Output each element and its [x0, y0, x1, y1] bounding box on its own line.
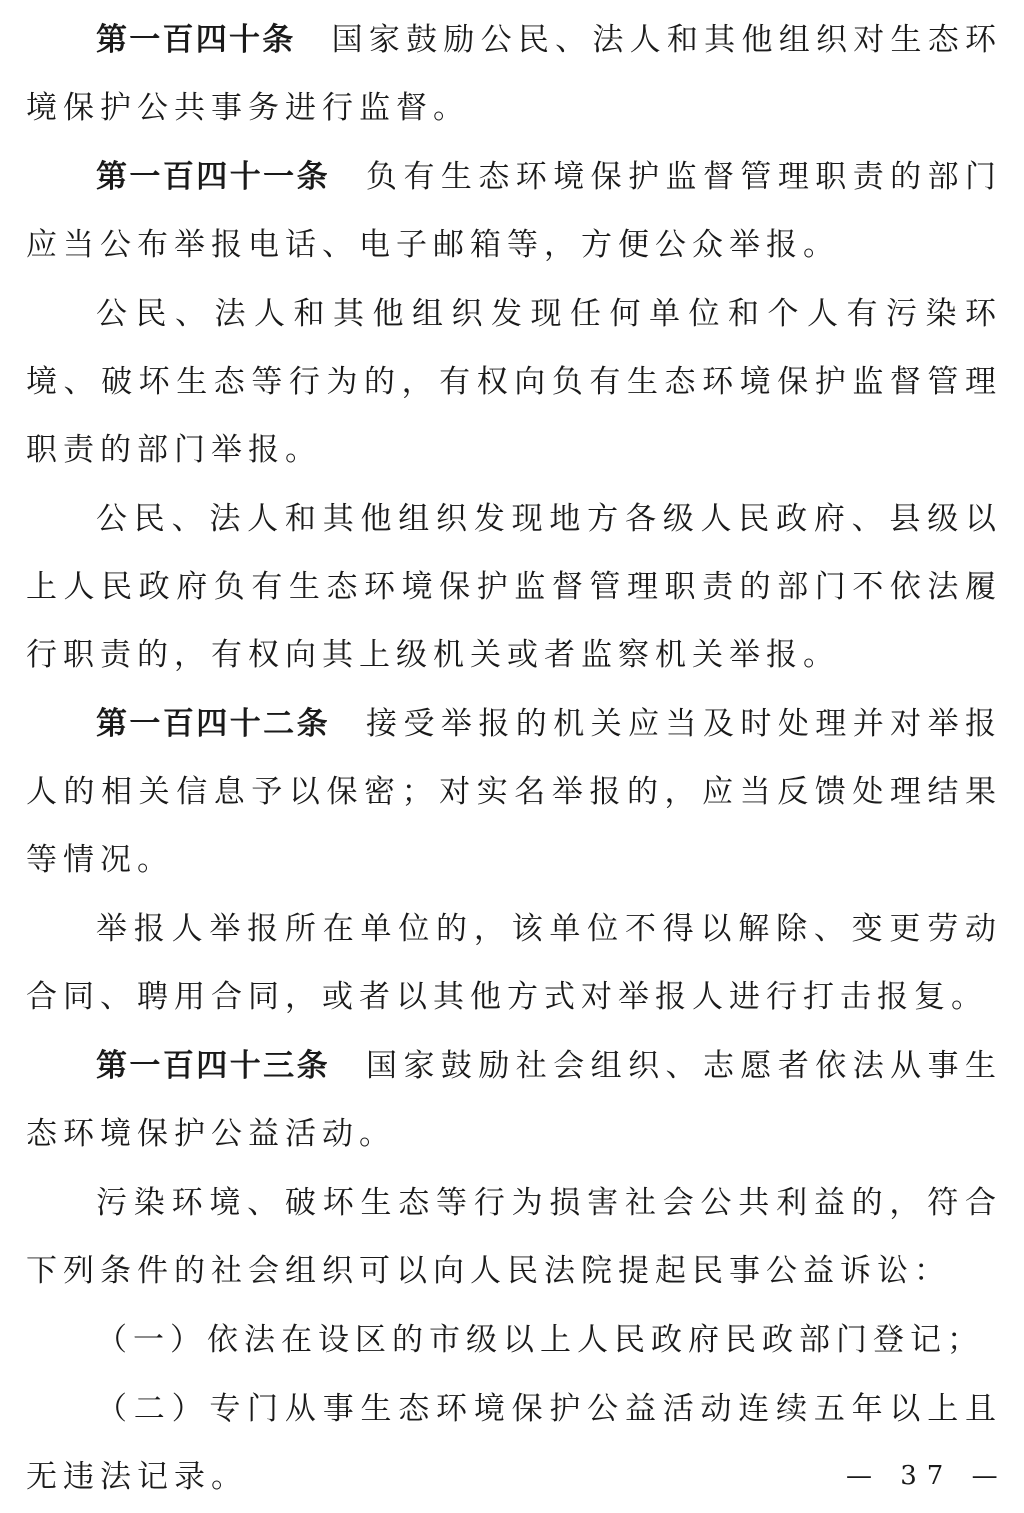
- document-page: [26, 0, 1002, 1511]
- article-number: 第一百四十条: [96, 22, 296, 58]
- article-140-paragraph: [26, 6, 1002, 142]
- paragraph-text: （一）依法在设区的市级以上人民政府民政部门登记；: [96, 1322, 984, 1358]
- body-paragraph: [26, 280, 1002, 484]
- page-footer: [0, 1456, 1024, 1496]
- paragraph-text: （二）专门从事生态环境保护公益活动连续五年以上且无违法记录。: [26, 1391, 1002, 1495]
- paragraph-text: 国家鼓励公民、法人和其他组织对生态环境保护公共事务进行监督。: [26, 22, 1003, 126]
- article-number: 第一百四十三条: [96, 1048, 331, 1084]
- paragraph-text: 公民、法人和其他组织发现任何单位和个人有污染环境、破坏生态等行为的，有权向负有生态环境保护监督管理职责的部门举报。: [26, 296, 1002, 468]
- article-143-paragraph: [26, 1032, 1002, 1168]
- article-141-paragraph: [26, 143, 1002, 279]
- paragraph-text: 接受举报的机关应当及时处理并对举报人的相关信息予以保密；对实名举报的，应当反馈处理结果等情况。: [26, 706, 1003, 878]
- paragraph-text: 负有生态环境保护监督管理职责的部门应当公布举报电话、电子邮箱等，方便公众举报。: [26, 159, 1003, 263]
- paragraph-text: 公民、法人和其他组织发现地方各级人民政府、县级以上人民政府负有生态环境保护监督管理职责的部门不依法履行职责的，有权向其上级机关或者监察机关举报。: [26, 501, 1002, 673]
- article-number: 第一百四十一条: [96, 159, 331, 195]
- paragraph-text: 国家鼓励社会组织、志愿者依法从事生态环境保护公益活动。: [26, 1048, 1003, 1152]
- paragraph-text: 举报人举报所在单位的，该单位不得以解除、变更劳动合同、聘用合同，或者以其他方式对举报人进行打击报复。: [26, 911, 1002, 1015]
- article-number: 第一百四十二条: [96, 706, 331, 742]
- paragraph-text: 污染环境、破坏生态等行为损害社会公共利益的，符合下列条件的社会组织可以向人民法院提起民事公益诉讼：: [26, 1185, 1002, 1289]
- list-item: [26, 1306, 1002, 1374]
- body-paragraph: [26, 485, 1002, 689]
- body-paragraph: [26, 895, 1002, 1031]
- page-number: — 37 —: [846, 1461, 1008, 1491]
- body-paragraph: [26, 1169, 1002, 1305]
- article-142-paragraph: [26, 690, 1002, 894]
